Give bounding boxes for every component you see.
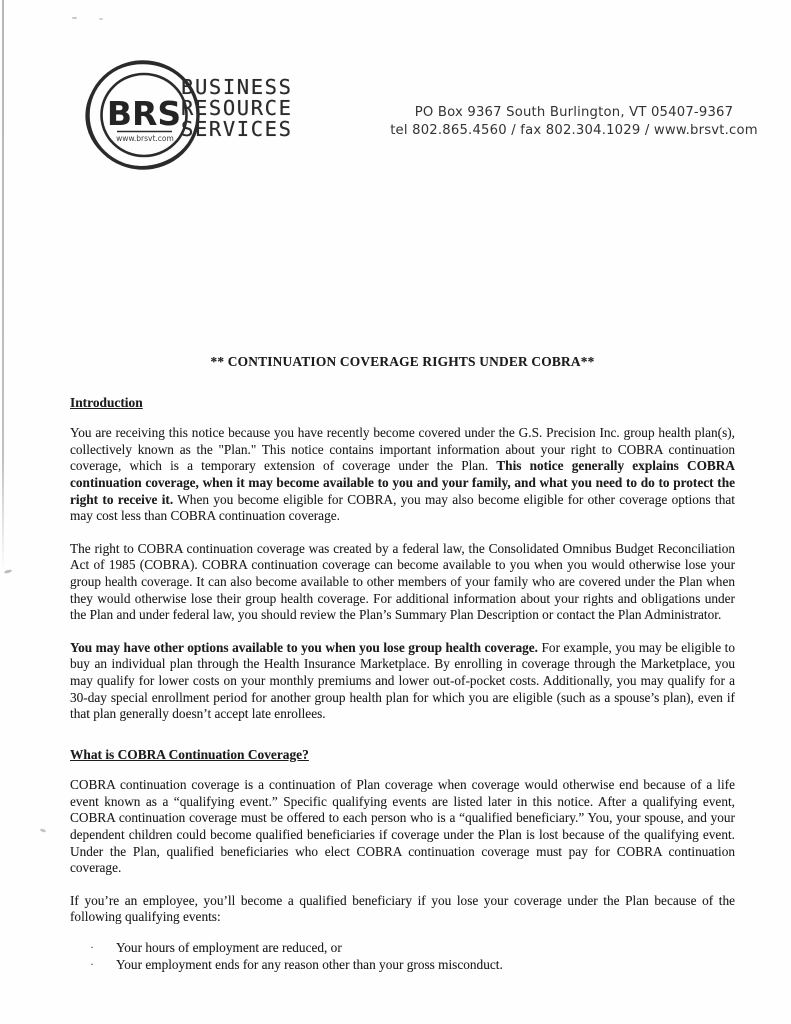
contact-line: tel 802.865.4560 / fax 802.304.1029 / www.brsvt.com [390,122,758,138]
bold-text-run: You may have other options available to you when you lose group health coverage. [70,639,539,655]
company-name-line: SERVICES [181,117,293,141]
address-line: PO Box 9367 South Burlington, VT 05407-9367 [414,105,734,120]
section-heading-what-is-cobra: What is COBRA Continuation Coverage? [70,746,309,762]
text-run: If you’re an employee, you’ll become a qualified beneficiary if you lose your coverage under the Plan because of the following qualifying events: [70,892,735,925]
text-run: COBRA continuation coverage is a continuation of Plan coverage when coverage would otherwise end because of a life event known as a “qualifying event.” Specific qualifying events are listed later in this notice. After a qualifying event, COBRA continuation coverage must be offered to each person who is a “qualified beneficiary.” You, your spouse, and your dependent children could become qualified beneficiaries if coverage under the Plan is lost because of the qualifying event. Under the Plan, qualified beneficiaries who elect COBRA continuation coverage must pay for COBRA continuation coverage. [70,777,735,876]
paragraph-cobra-1 [70,777,735,877]
logo-website: www.brsvt.com [116,134,174,143]
bold-text-run: This notice generally explains COBRA continuation coverage, when it may become available to you and your family, and what you need to do to protect the right to receive it. [70,458,736,507]
logo-acronym: BRS [106,94,182,133]
qualifying-event-item: · Your employment ends for any reason other than your gross misconduct. [70,957,735,974]
document-content [70,354,735,973]
qualifying-event-item: · Your hours of employment are reduced, or [70,940,735,957]
address-block [385,104,763,139]
section-heading-introduction: Introduction [70,394,143,410]
text-run: For example, you may be eligible to buy an individual plan through the Health Insurance Marketplace. By enrolling in coverage through the Marketplace, you may qualify for lower costs on your monthly premiums and lower out-of-pocket costs. Additionally, you may qualify for a 30-day special enrollment period for another group health plan for which you are eligible (such as a spouse’s plan), even if that plan generally doesn’t accept late enrollees. [70,639,735,722]
scan-speck [4,569,13,574]
document-title: ** CONTINUATION COVERAGE RIGHTS UNDER COBRA** [210,354,595,369]
paragraph-intro-3 [70,640,735,723]
company-name [181,77,293,140]
text-run: The right to COBRA continuation coverage was created by a federal law, the Consolidated Omnibus Budget Reconciliation Act of 1985 (COBRA). COBRA continuation coverage can become available to you when you would otherwise lose your group health coverage. It can also become available to other members of your family who are covered under the Plan when they would otherwise lose their group health coverage. For additional information about your rights and obligations under the Plan and under federal law, you should review the Plan’s Summary Plan Description or contact the Plan Administrator. [70,540,735,623]
text-run: You are receiving this notice because you have recently become covered under the G.S. Precision Inc. group health plan(s), collectively known as the "Plan." This notice contains important information about your right to COBRA continuation coverage, which is a temporary extension of coverage under the Plan. [70,425,735,474]
paragraph-intro-1 [70,425,735,525]
letterhead [0,0,791,200]
scan-speck [40,828,47,833]
paragraph-intro-2 [70,541,735,624]
paragraph-cobra-2 [70,893,735,926]
company-name-line: BUSINESS [181,75,293,99]
text-run: When you become eligible for COBRA, you may also become eligible for other coverage options that may cost less than COBRA continuation coverage. [70,491,735,524]
qualifying-events-list [70,940,735,973]
company-name-line: RESOURCE [181,96,293,120]
